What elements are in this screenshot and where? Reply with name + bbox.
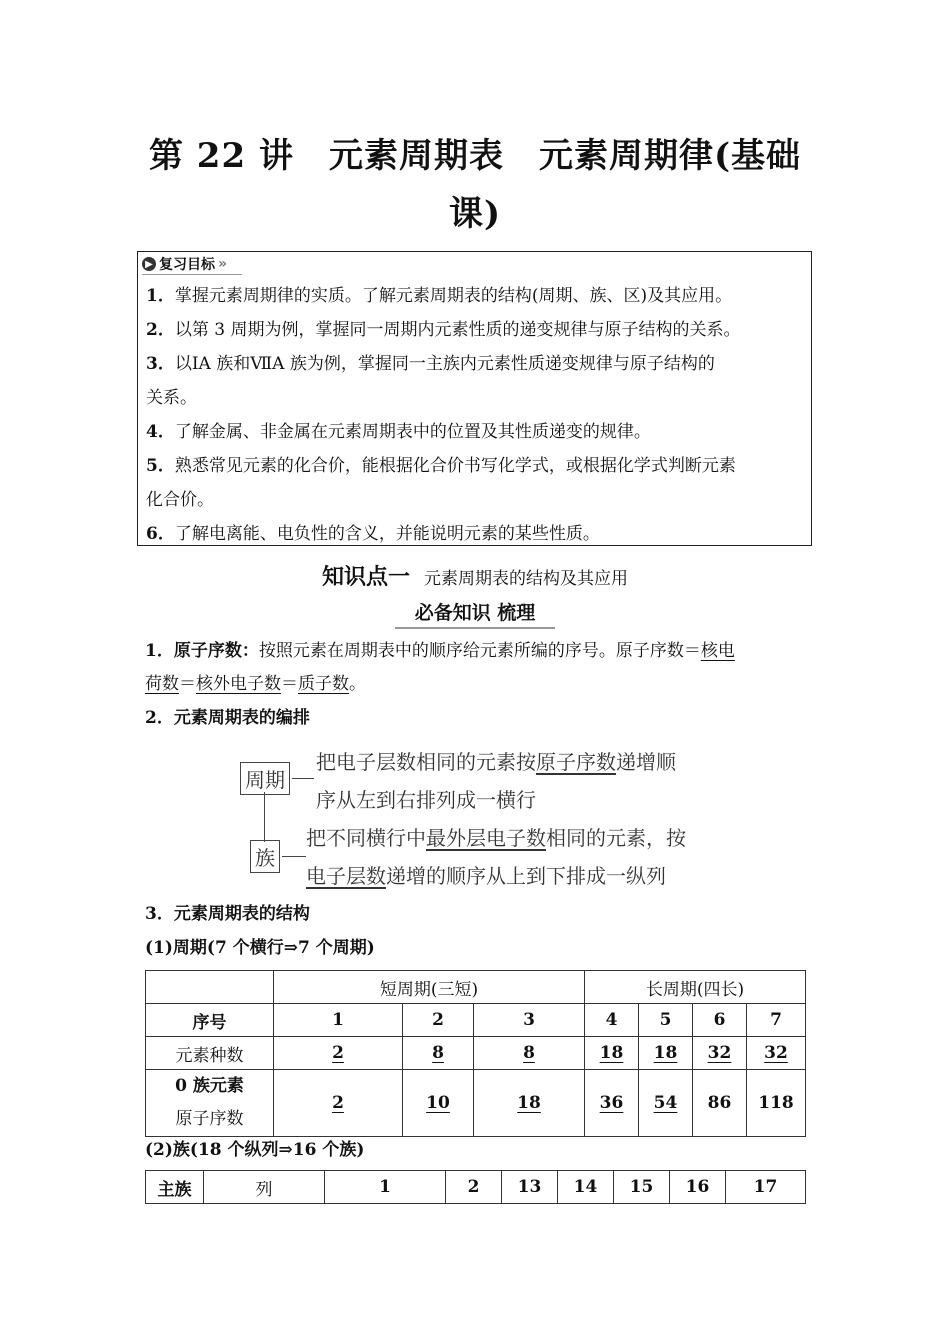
goal-item-cont: 关系。 xyxy=(146,388,197,408)
section-3-heading: 3．元素周期表的结构 xyxy=(145,904,310,924)
section-1: 1．原子序数：按照元素在周期表中的顺序给元素所编的序号。原子序数＝核电 xyxy=(145,641,735,661)
section-2-heading: 2．元素周期表的编排 xyxy=(145,708,310,728)
table-row: 主族 列 1 2 13 14 15 16 17 xyxy=(146,1171,806,1204)
table-row: 序号 1 2 3 4 5 6 7 xyxy=(146,1004,806,1037)
goals-header: ▶ 复习目标 » xyxy=(142,254,227,274)
section-3-sub2: (2)族(18 个纵列⇒16 个族) xyxy=(145,1140,365,1160)
goal-item: 5．熟悉常见元素的化合价，能根据化合价书写化学式，或根据化学式判断元素 xyxy=(146,456,736,476)
section-3-sub1: (1)周期(7 个横行⇒7 个周期) xyxy=(145,938,375,958)
goal-item: 2．以第 3 周期为例，掌握同一周期内元素性质的递变规律与原子结构的关系。 xyxy=(146,320,741,340)
goal-item: 4．了解金属、非金属在元素周期表中的位置及其性质递变的规律。 xyxy=(146,422,651,442)
group-label: 族 xyxy=(250,840,280,873)
double-chevron-icon: » xyxy=(218,256,228,272)
period-label: 周期 xyxy=(240,762,290,795)
goal-item: 3．以ⅠA 族和ⅦA 族为例，掌握同一主族内元素性质递变规律与原子结构的 xyxy=(146,354,715,374)
play-icon: ▶ xyxy=(142,257,156,271)
knowledge-point-heading: 知识点一 元素周期表的结构及其应用 xyxy=(321,565,628,590)
period-table: 短周期(三短) 长周期(四长) 序号 1 2 3 4 5 6 7 元素种数 2 8 8 18 18 32 32 0 族元素 原子序数 2 10 18 36 54 86 118 xyxy=(145,970,806,1137)
page-title: 第 22 讲 元素周期表 元素周期律(基础 xyxy=(148,136,802,176)
table-row: 元素种数 2 8 8 18 18 32 32 xyxy=(146,1037,806,1070)
review-goals-box xyxy=(137,251,812,546)
table-row: 0 族元素 原子序数 2 10 18 36 54 86 118 xyxy=(146,1070,806,1137)
page-title-cont: 课) xyxy=(448,194,502,234)
section-1-cont: 荷数＝核外电子数＝质子数。 xyxy=(145,674,366,694)
goal-item: 1．掌握元素周期律的实质。了解元素周期表的结构(周期、族、区)及其应用。 xyxy=(146,286,733,306)
arrangement-diagram: 周期 把电子层数相同的元素按原子序数递增顺 序从左到右排列成一横行 族 把不同横行中最外层电子数相同的元素，按 电子层数递增的顺序从上到下排成一纵列 xyxy=(240,740,720,890)
goal-item-cont: 化合价。 xyxy=(146,490,214,510)
goal-item: 6．了解电离能、电负性的含义，并能说明元素的某些性质。 xyxy=(146,524,600,544)
section-banner: 必备知识 梳理 xyxy=(395,598,555,629)
group-table xyxy=(145,1170,806,1204)
